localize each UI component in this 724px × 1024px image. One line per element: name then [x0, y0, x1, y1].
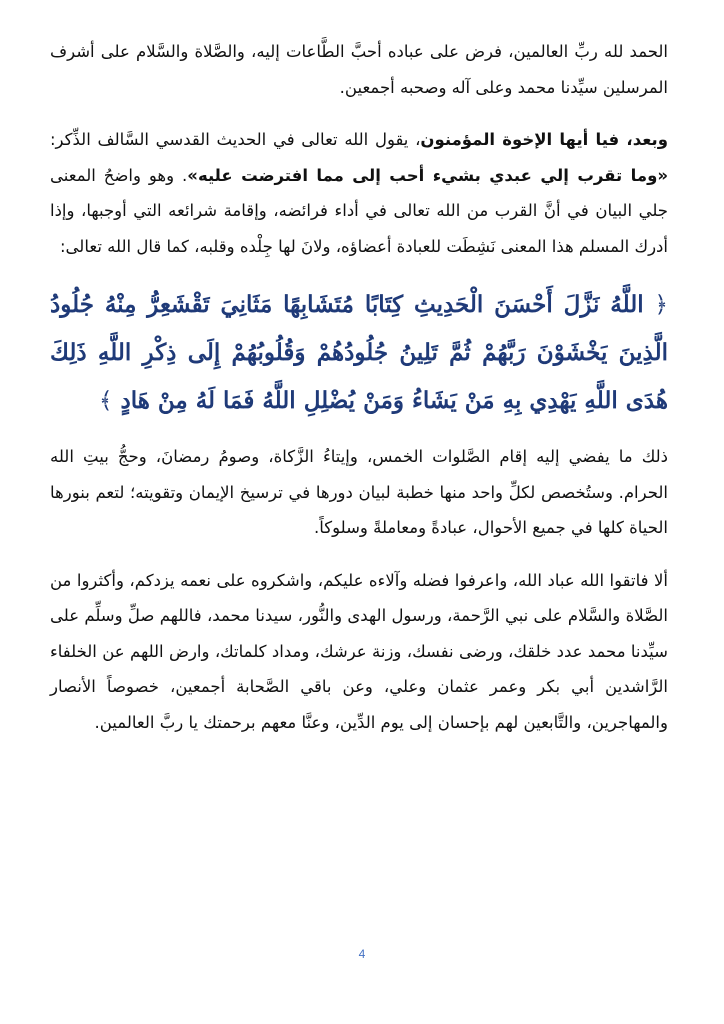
hadith-explanation: . وهو واضحُ المعنى جلي البيان في أنَّ القرب من الله تعالى في أداء فرائضه، وإقامة شرائعه التي أوجبها، وإذا أدرك المسلم هذا المعنى نَشِطَت للعبادة أعضاؤه، ولانَ لها جِلْده وقلبه، كما قال الله تعالى: — [50, 165, 668, 256]
opening-paragraph — [50, 34, 668, 105]
address-phrase: وبعد، فيا أيها الإخوة المؤمنون — [420, 130, 668, 149]
quran-verse — [50, 281, 668, 425]
verse-close-bracket: ﴾ — [98, 388, 113, 414]
closing-paragraph — [50, 563, 668, 741]
opening-text: الحمد لله ربِّ العالمين، فرض على عباده أحبَّ الطَّاعات إليه، والصَّلاة والسَّلام على أشرف المرسلين سيِّدنا محمد وعلى آله وصحبه أجمعين. — [50, 42, 668, 97]
verse-open-bracket: ﴿ — [654, 292, 668, 318]
pillars-text: ذلك ما يفضي إليه إقام الصَّلوات الخمس، وإيتاءُ الزَّكاة، وصومُ رمضانَ، وحجُّ بيتِ الله الحرام. وستُخصص لكلِّ واحد منها خطبة لبيان دورها في ترسيخ الإيمان وتقويته؛ لتعم بنورها الحياة كلها في جميع الأحوال، عبادةً ومعاملةً وسلوكاً. — [50, 447, 668, 537]
document-body — [50, 34, 668, 757]
page-number: 4 — [358, 947, 366, 961]
hadith-intro: ، يقول الله تعالى في الحديث القدسي السَّالف الذِّكر: — [50, 130, 421, 149]
pillars-paragraph — [50, 439, 668, 546]
hadith-paragraph — [50, 122, 668, 264]
hadith-quote: «وما تقرب إلي عبدي بشيء أحب إلى مما افترضت عليه» — [187, 165, 668, 185]
closing-text: ألا فاتقوا الله عباد الله، واعرفوا فضله وآلاءه عليكم، واشكروه على نعمه يزدكم، وأكثروا من الصَّلاة والسَّلام على نبي الرَّحمة، ورسول الهدى والنُّور، سيدنا محمد، فاللهم صلِّ وسلِّم على سيِّدنا محمد عدد خلقك، ورضى نفسك، وزنة عرشك، ومداد كلماتك، وارض اللهم عن الخلفاء الرَّاشدين أبي بكر وعمر عثمان وعلي، وعن باقي الصَّحابة أجمعين، خصوصاً الأنصار والمهاجرين، والتَّابعين لهم بإحسان إلى يوم الدِّين، وعنَّا معهم برحمتك يا ربَّ العالمين. — [50, 570, 668, 732]
verse-text: اللَّهُ نَزَّلَ أَحْسَنَ الْحَدِيثِ كِتَابًا مُتَشَابِهًا مَثَانِيَ تَقْشَعِرُّ مِنْهُ جُلُودُ الَّذِينَ يَخْشَوْنَ رَبَّهُمْ ثُمَّ تَلِينُ جُلُودُهُمْ وَقُلُوبُهُمْ إِلَى ذِكْرِ اللَّهِ ذَلِكَ هُدَى اللَّهِ يَهْدِي بِهِ مَنْ يَشَاءُ وَمَنْ يُضْلِلِ اللَّهُ فَمَا لَهُ مِنْ هَادٍ — [50, 291, 668, 414]
